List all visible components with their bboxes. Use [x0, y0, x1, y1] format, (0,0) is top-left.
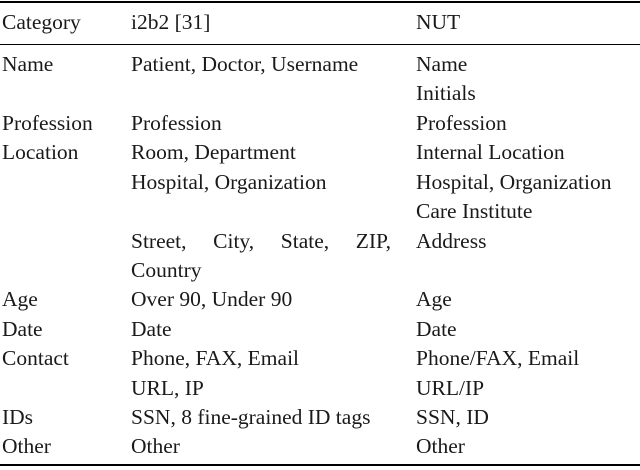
header-i2b2: i2b2 [31] [131, 10, 211, 34]
row-i2b2: Profession [131, 111, 222, 135]
header-nut: NUT [416, 10, 461, 34]
row-i2b2: Date [131, 317, 172, 341]
row-category: Age [2, 287, 38, 311]
table-bottom-rule [0, 464, 640, 466]
row-category: Profession [2, 111, 93, 135]
row-nut: SSN, ID [416, 405, 489, 429]
row-nut: Other [416, 434, 465, 458]
row-nut: Internal Location [416, 140, 565, 164]
row-nut: Initials [416, 81, 476, 105]
row-i2b2: URL, IP [131, 376, 204, 400]
row-i2b2: Room, Department [131, 140, 296, 164]
row-nut: Phone/FAX, Email [416, 346, 580, 370]
row-nut: URL/IP [416, 376, 485, 400]
row-i2b2: Other [131, 434, 180, 458]
row-nut: Date [416, 317, 457, 341]
row-category: Name [2, 52, 54, 76]
row-category: Other [2, 434, 51, 458]
row-i2b2: Over 90, Under 90 [131, 287, 293, 311]
row-nut: Age [416, 287, 452, 311]
row-category: Date [2, 317, 43, 341]
row-nut: Profession [416, 111, 507, 135]
row-nut: Care Institute [416, 199, 533, 223]
header-category: Category [2, 10, 81, 34]
row-i2b2: Street, City, State, ZIP, [131, 229, 391, 253]
table-header-rule [0, 44, 640, 45]
row-category: Location [2, 140, 79, 164]
row-category: Contact [2, 346, 69, 370]
row-i2b2: Phone, FAX, Email [131, 346, 300, 370]
row-i2b2: Patient, Doctor, Username [131, 52, 359, 76]
row-i2b2: SSN, 8 fine-grained ID tags [131, 405, 371, 429]
table-top-rule [0, 1, 640, 3]
row-i2b2: Hospital, Organization [131, 170, 327, 194]
row-nut: Name [416, 52, 468, 76]
row-nut: Hospital, Organization [416, 170, 612, 194]
row-nut: Address [416, 229, 487, 253]
row-category: IDs [2, 405, 34, 429]
row-i2b2: Country [131, 258, 202, 282]
